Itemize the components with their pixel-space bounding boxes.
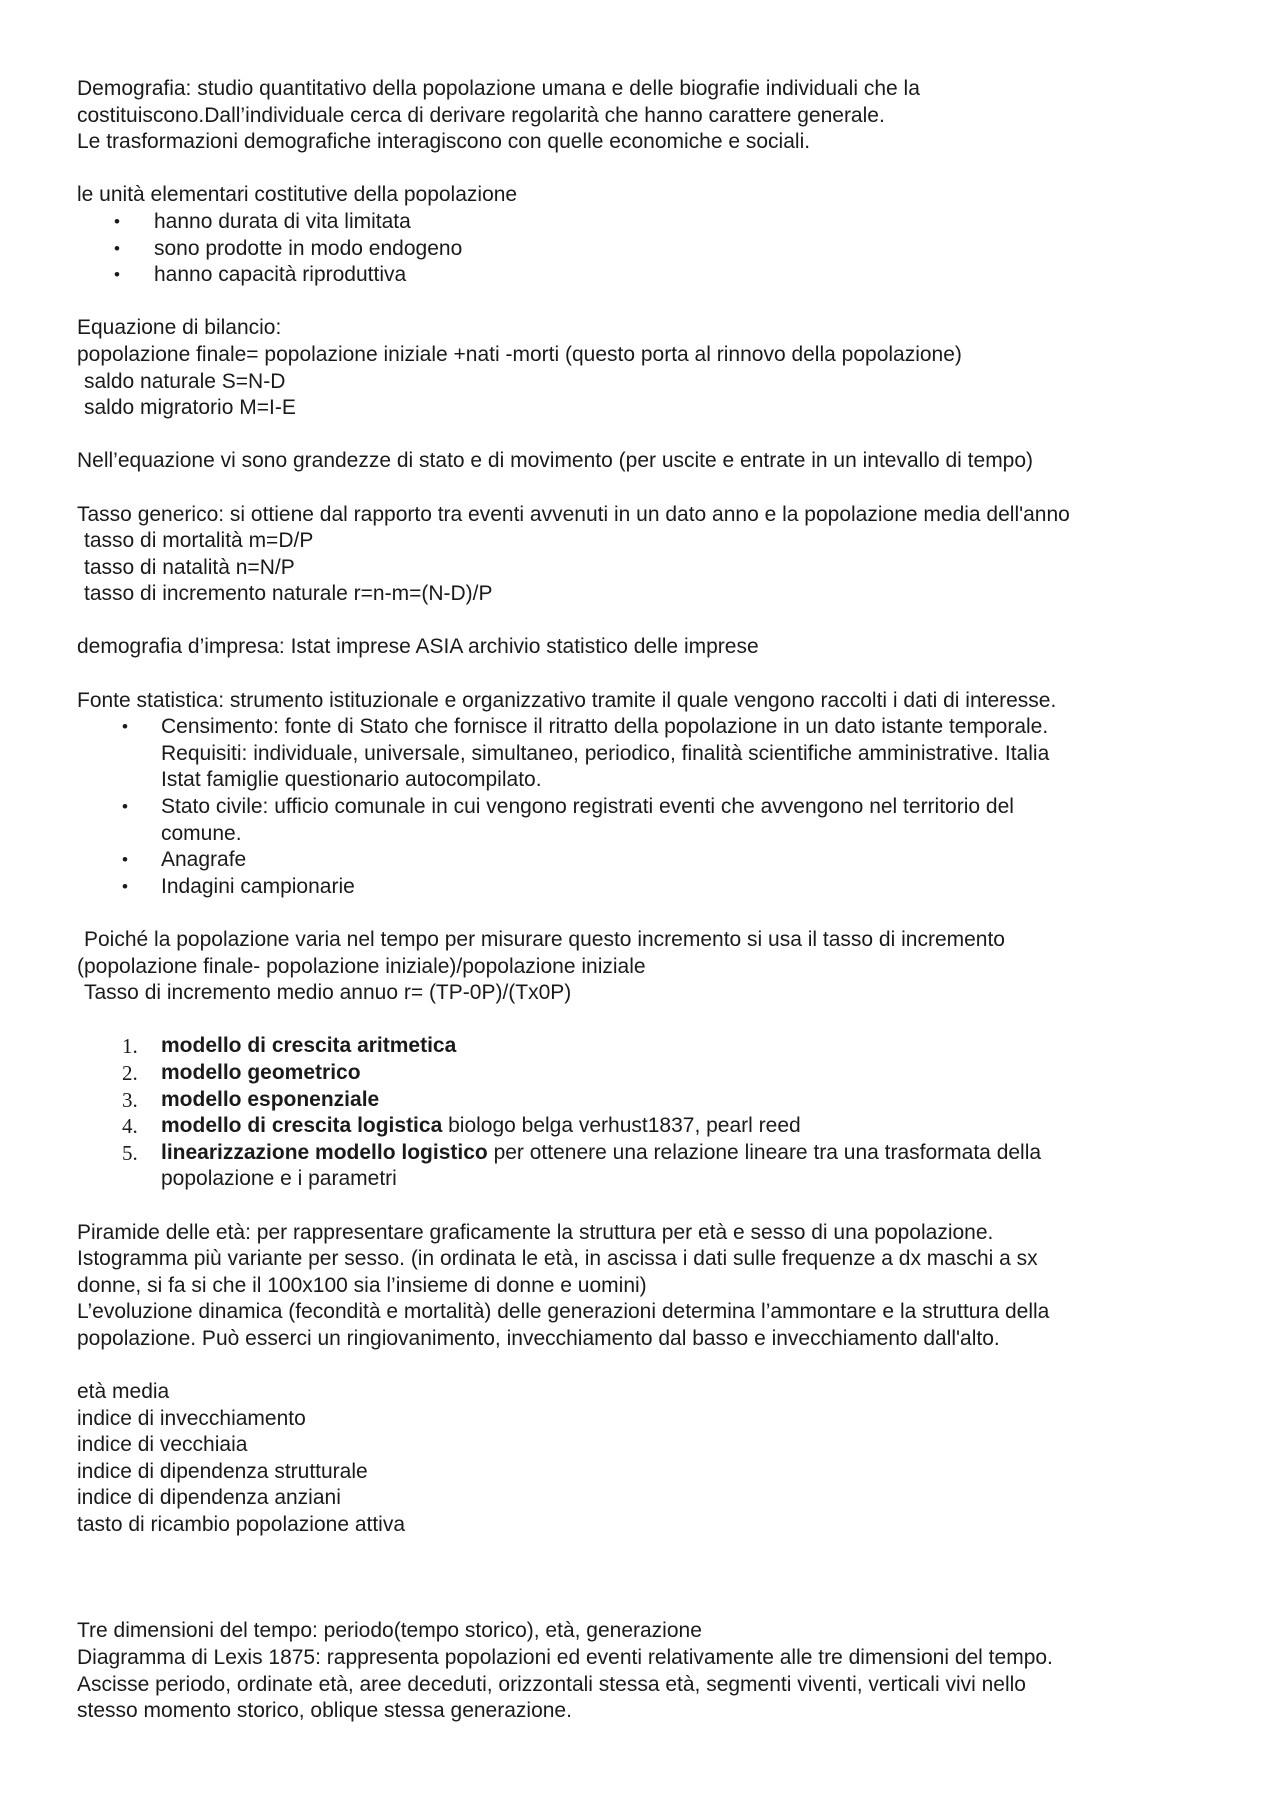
pyramid-line: donne, si fa si che il 100x100 sia l’insieme di donne e uomini) — [77, 1273, 647, 1297]
time-line: Diagramma di Lexis 1875: rappresenta popolazioni ed eventi relativamente alle tre dimensioni del tempo. — [77, 1646, 1053, 1670]
list-item — [77, 1140, 1207, 1193]
balance-line: popolazione finale= popolazione iniziale +nati -morti (questo porta al rinnovo della popolazione) — [77, 342, 962, 366]
sources-list — [77, 714, 1207, 900]
time-line: stesso momento storico, oblique stessa generazione. — [77, 1699, 572, 1723]
intro-line: Le trasformazioni demografiche interagiscono con quelle economiche e sociali. — [77, 130, 811, 154]
list-number: 2. — [122, 1060, 138, 1085]
index-line: indice di dipendenza strutturale — [77, 1459, 368, 1483]
model-note: biologo belga verhust1837, pearl reed — [442, 1114, 801, 1138]
units-list — [77, 209, 1207, 289]
source-text: Stato civile: ufficio comunale in cui vengono registrati eventi che avvengono nel territorio del — [161, 795, 1014, 819]
intro-line: Demografia: studio quantitativo della popolazione umana e delle biografie individuali che la — [77, 77, 920, 100]
rates-line: tasso di natalità n=N/P — [84, 555, 295, 579]
time-line: Tre dimensioni del tempo: periodo(tempo storico), età, generazione — [77, 1619, 702, 1643]
balance-line: saldo naturale S=N-D — [84, 369, 286, 393]
list-number: 3. — [122, 1087, 138, 1112]
model-name: modello di crescita aritmetica — [161, 1034, 457, 1058]
sources-heading: Fonte statistica: strumento istituzionale e organizzativo tramite il quale vengono raccolti i dati di interesse. — [77, 688, 1057, 712]
source-text: comune. — [161, 821, 242, 845]
quantities-paragraph: Nell’equazione vi sono grandezze di stato e di movimento (per uscite e entrate in un intevallo di tempo) — [77, 449, 1034, 473]
model-name: linearizzazione modello logistico — [161, 1140, 488, 1164]
intro-line: costituiscono.Dall’individuale cerca di derivare regolarità che hanno carattere generale. — [77, 103, 885, 127]
index-line: indice di vecchiaia — [77, 1433, 248, 1457]
pyramid-line: popolazione. Può esserci un ringiovanimento, invecchiamento dal basso e invecchiamento dall'alto. — [77, 1326, 1000, 1350]
units-heading: le unità elementari costitutive della popolazione — [77, 183, 518, 207]
model-name: modello di crescita logistica — [161, 1114, 443, 1138]
list-item — [77, 1113, 1207, 1140]
pyramid-line: Istogramma più variante per sesso. (in ordinata le età, in ascissa i dati sulle frequenze a dx maschi a sx — [77, 1247, 1038, 1271]
rates-line: tasso di mortalità m=D/P — [84, 529, 314, 553]
list-number: 5. — [122, 1140, 138, 1165]
index-line: tasto di ricambio popolazione attiva — [77, 1513, 406, 1537]
growth-line: (popolazione finale- popolazione iniziale)/popolazione iniziale — [77, 954, 646, 978]
rates-heading: Tasso generico: si ottiene dal rapporto tra eventi avvenuti in un dato anno e la popolazione media dell'anno — [77, 502, 1070, 526]
time-line: Ascisse periodo, ordinate età, aree deceduti, orizzontali stessa età, segmenti viventi, verticali vivi nello — [77, 1672, 1026, 1696]
rates-line: tasso di incremento naturale r=n-m=(N-D)/P — [84, 582, 493, 606]
business-paragraph: demografia d’impresa: Istat imprese ASIA archivio statistico delle imprese — [77, 635, 759, 659]
balance-line: saldo migratorio M=I-E — [84, 396, 296, 420]
list-item: • hanno capacità riproduttiva — [77, 262, 1207, 289]
list-item: • hanno durata di vita limitata — [77, 209, 1207, 236]
models-list — [77, 1033, 1207, 1193]
list-item: • Indagini campionarie — [77, 874, 1207, 901]
model-name: modello esponenziale — [161, 1087, 380, 1111]
list-item: • Anagrafe — [77, 847, 1207, 874]
list-item — [77, 794, 1207, 847]
list-number: 1. — [122, 1034, 138, 1059]
source-text: Istat famiglie questionario autocompilato. — [161, 768, 542, 792]
pyramid-line: L’evoluzione dinamica (fecondità e mortalità) delle generazioni determina l’ammontare e la struttura della — [77, 1300, 1050, 1324]
index-line: età media — [77, 1380, 170, 1404]
list-item — [77, 1060, 1207, 1087]
pyramid-line: Piramide delle età: per rappresentare graficamente la struttura per età e sesso di una popolazione. — [77, 1220, 994, 1244]
model-note: popolazione e i parametri — [161, 1167, 397, 1191]
document-page — [77, 76, 1207, 1725]
balance-heading: Equazione di bilancio: — [77, 316, 282, 340]
index-line: indice di invecchiamento — [77, 1406, 306, 1430]
source-text: Censimento: fonte di Stato che fornisce il ritratto della popolazione in un dato istante temporale. — [161, 715, 1049, 739]
list-item — [77, 1087, 1207, 1114]
growth-line: Poiché la popolazione varia nel tempo per misurare questo incremento si usa il tasso di incremento — [84, 928, 1005, 951]
list-number: 4. — [122, 1114, 138, 1139]
list-item — [77, 714, 1207, 794]
index-line: indice di dipendenza anziani — [77, 1486, 341, 1510]
model-name: modello geometrico — [161, 1060, 361, 1084]
growth-line: Tasso di incremento medio annuo r= (TP-0P)/(Tx0P) — [84, 981, 572, 1005]
source-text: Requisiti: individuale, universale, simultaneo, periodico, finalità scientifiche amministrative. Italia — [161, 741, 1050, 765]
model-note: per ottenere una relazione lineare tra una trasformata della — [487, 1140, 1042, 1164]
list-item: • sono prodotte in modo endogeno — [77, 236, 1207, 263]
list-item — [77, 1033, 1207, 1060]
